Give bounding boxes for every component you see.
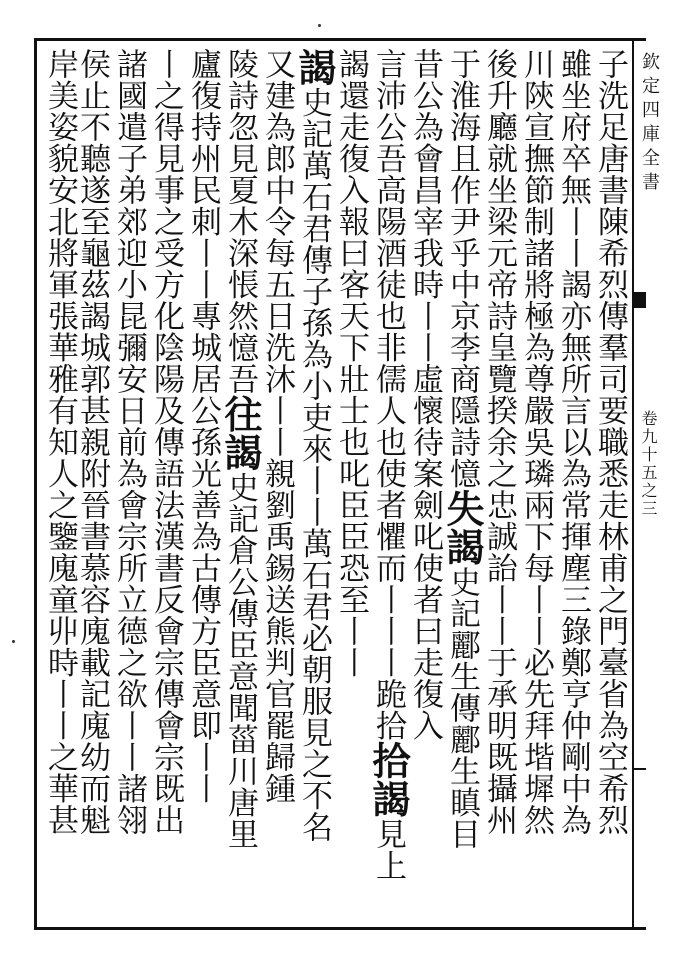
- text-column: 昔公為會昌宰我時丨丨虛懷待案劍叱使者曰走復入: [407, 48, 443, 741]
- margin-rule: [632, 38, 634, 930]
- text-column: 言沛公吾高陽酒徒也非儒人也使者懼而丨丨丨跪拾拾謁見上: [366, 48, 411, 881]
- book-title: 欽定四庫全書: [639, 52, 660, 196]
- text-column: 于淮海且作尹乎中京李商隱詩憶失謁史記酈生傳酈生瞋目: [440, 48, 485, 850]
- text-column: 侯止不聽遂至龜茲謁城郭甚親附晉書慕容廆載記廆幼而魁: [74, 48, 110, 836]
- text-column: 岸美姿貌安北將軍張華雅有知人之鑒廆童丱時丨丨之華甚: [42, 48, 78, 836]
- entry-heading: 失謁: [440, 489, 485, 566]
- entry-heading: 往謁: [218, 394, 263, 472]
- text-column: 陵詩忽見夏木深悵然憶吾往謁史記倉公傳臣意聞菑川唐里: [218, 48, 263, 850]
- fishtail-mark: [634, 292, 646, 308]
- paper-speck: [12, 640, 15, 643]
- text-column: 丨之得見事之受方化陰陽及傳語法漢書反會宗傳會宗既出: [148, 48, 184, 836]
- text-column: 謁史記萬石君傳子孫為小吏來丨丨萬石君必朝服見之不名: [292, 48, 337, 843]
- entry-heading: 拾謁: [366, 741, 411, 818]
- frame-bottom-rule: [34, 927, 646, 930]
- text-column: 雖坐府卒無丨丨謁亦無所言以為常揮塵三錄鄭亨仲剛中為: [555, 48, 591, 836]
- paper-speck: [318, 24, 321, 27]
- entry-heading: 謁: [292, 48, 337, 87]
- text-column: 諸國遣子弟郊迎小昆彌安日前為會宗所立德之欲丨丨諸翎: [111, 48, 147, 836]
- text-column: 廬復持州民刺丨丨專城居公孫光善為古傳方臣意即丨丨: [185, 48, 221, 804]
- chapter-label: 卷九十五之三: [639, 410, 658, 518]
- text-column: 又建為郎中令每五日洗沐丨丨親劉禹錫送熊判官罷歸鍾: [259, 48, 295, 804]
- margin-tick: [634, 768, 646, 770]
- text-column: 後升廳就坐梁元帝詩皇覽揆余之忠誠詒丨丨于承明既攝州: [481, 48, 517, 836]
- text-column: 子洗足唐書陳希烈傳羣司要職悉走林甫之門臺省為空希烈: [592, 48, 628, 836]
- text-column: 川陝宣撫節制諸將極為尊嚴吳璘兩下每丨丨必先拜堦墀然: [518, 48, 554, 836]
- text-column: 謁還走復入報曰客天下壯士也叱臣臣恐至丨丨: [333, 48, 369, 678]
